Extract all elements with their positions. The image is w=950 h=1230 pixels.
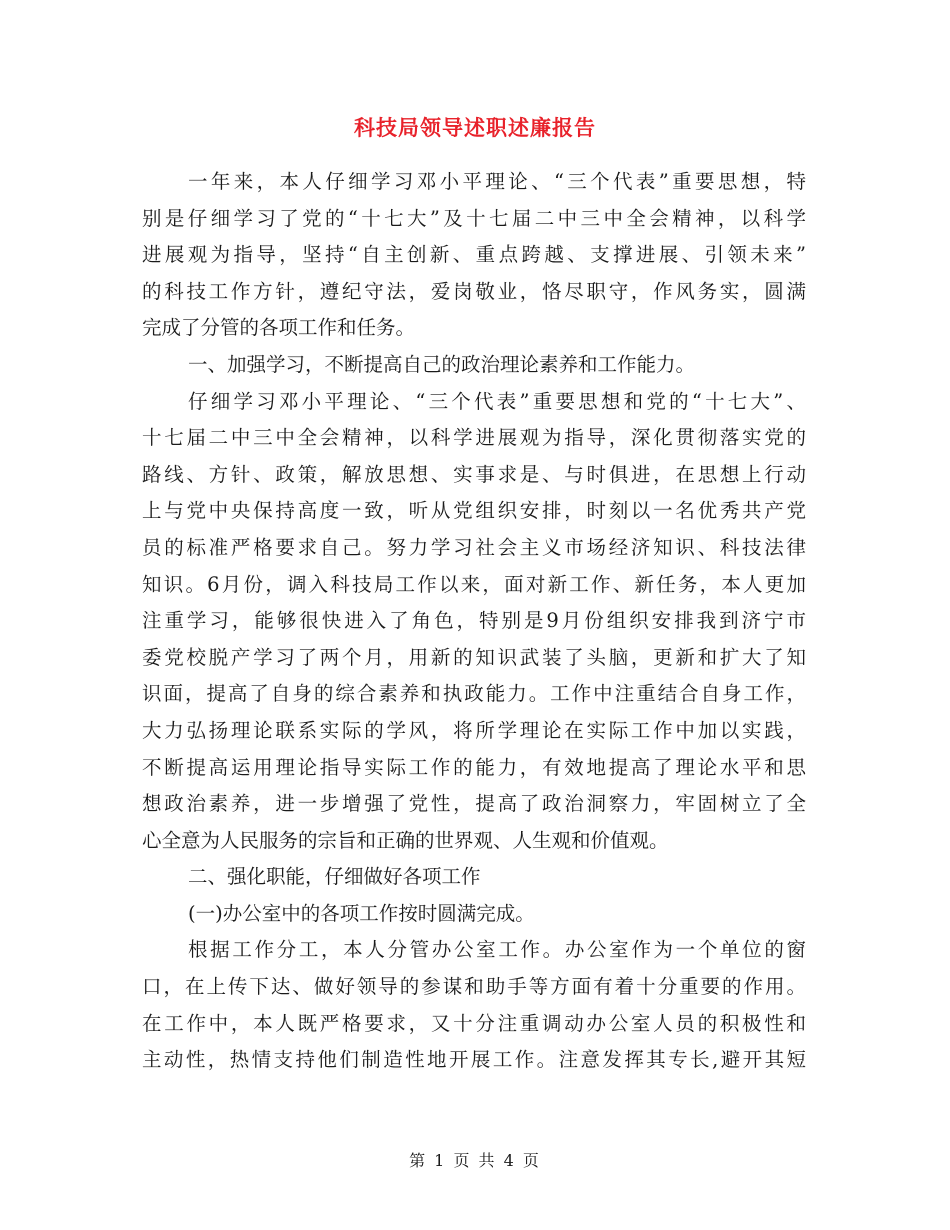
body-line: 别是仔细学习了党的“十七大”及十七届二中三中全会精神，以科学: [142, 206, 806, 230]
body-line: 注重学习，能够很快进入了角色，特别是9月份组织安排我到济宁市: [142, 609, 806, 633]
body-line: 识面，提高了自身的综合素养和执政能力。工作中注重结合自身工作，: [142, 682, 806, 706]
body-line: 仔细学习邓小平理论、“三个代表”重要思想和党的“十七大”、: [188, 389, 806, 413]
page-footer: 第 1 页 共 4 页: [409, 1151, 541, 1170]
body-line: 心全意为人民服务的宗旨和正确的世界观、人生观和价值观。: [142, 828, 669, 852]
body-line: 想政治素养，进一步增强了党性，提高了政治洞察力，牢固树立了全: [142, 792, 806, 816]
body-line: 一、加强学习，不断提高自己的政治理论素养和工作能力。: [188, 352, 696, 376]
body-line: 根据工作分工，本人分管办公室工作。办公室作为一个单位的窗: [188, 938, 806, 962]
body-line: 大力弘扬理论联系实际的学风，将所学理论在实际工作中加以实践，: [142, 718, 806, 742]
body-line: 委党校脱产学习了两个月，用新的知识武装了头脑，更新和扩大了知: [142, 645, 806, 669]
document-body: [142, 164, 806, 1079]
body-line: 员的标准严格要求自己。努力学习社会主义市场经济知识、科技法律: [142, 535, 806, 559]
body-line: 上与党中央保持高度一致，听从党组织安排，时刻以一名优秀共产党: [142, 499, 806, 523]
body-line: 知识。6月份，调入科技局工作以来，面对新工作、新任务，本人更加: [142, 572, 806, 596]
body-line: (一)办公室中的各项工作按时圆满完成。: [188, 901, 535, 925]
body-line: 进展观为指导，坚持“自主创新、重点跨越、支撑进展、引领未来”: [142, 243, 806, 267]
body-line: 不断提高运用理论指导实际工作的能力，有效地提高了理论水平和思: [142, 755, 806, 779]
body-line: 完成了分管的各项工作和任务。: [142, 316, 416, 340]
body-line: 十七届二中三中全会精神，以科学进展观为指导，深化贯彻落实党的: [142, 426, 806, 450]
body-line: 二、强化职能，仔细做好各项工作: [188, 865, 481, 889]
body-line: 的科技工作方针，遵纪守法，爱岗敬业，恪尽职守，作风务实，圆满: [142, 279, 806, 303]
body-line: 口，在上传下达、做好领导的参谋和助手等方面有着十分重要的作用。: [142, 975, 806, 999]
body-line: 一年来，本人仔细学习邓小平理论、“三个代表”重要思想，特: [188, 170, 806, 193]
document-title: 科技局领导述职述廉报告: [354, 115, 596, 140]
body-line: 路线、方针、政策，解放思想、实事求是、与时俱进，在思想上行动: [142, 462, 806, 486]
body-line: 在工作中，本人既严格要求，又十分注重调动办公室人员的积极性和: [142, 1011, 806, 1035]
body-line: 主动性，热情支持他们制造性地开展工作。注意发挥其专长,避开其短: [142, 1048, 806, 1072]
